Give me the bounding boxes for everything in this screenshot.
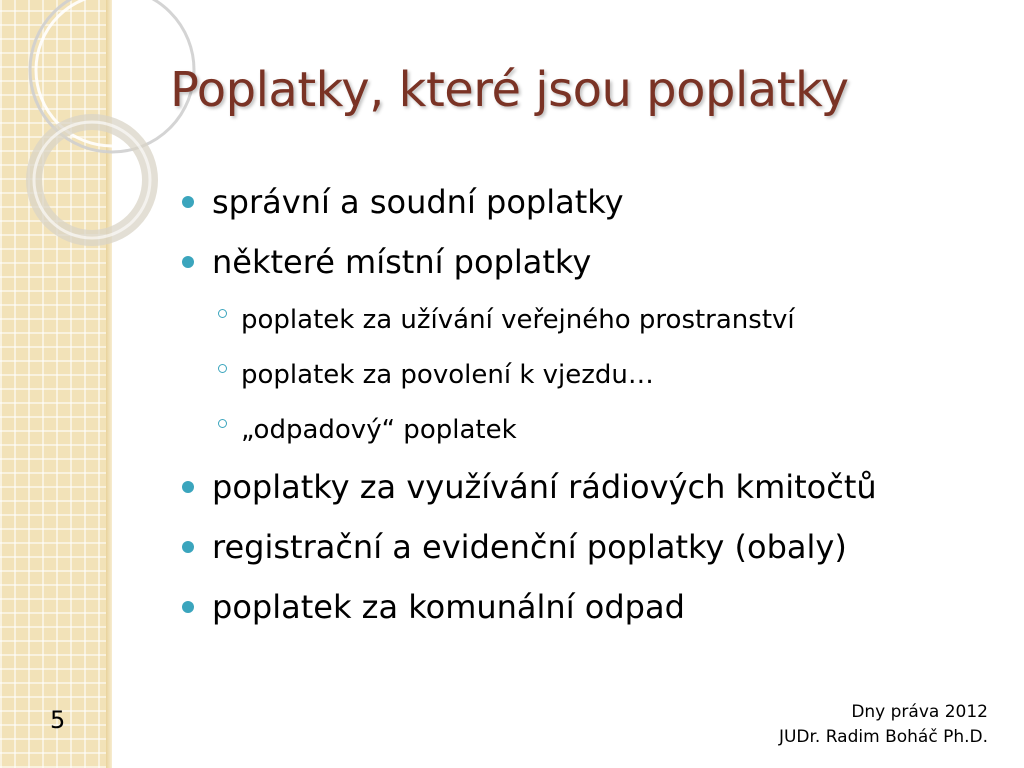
bullet-item xyxy=(182,577,1002,637)
slide-number: 5 xyxy=(50,706,66,734)
footer xyxy=(779,700,988,750)
footer-author: JUDr. Radim Boháč Ph.D. xyxy=(778,727,988,747)
slide-title: Poplatky, které jsou poplatky xyxy=(170,62,849,118)
bullet-text: správní a soudní poplatky xyxy=(212,183,624,221)
bullet-item xyxy=(182,232,1002,292)
bullet-dot-icon xyxy=(182,256,194,268)
bullet-text: registrační a evidenční poplatky (obaly) xyxy=(212,528,847,566)
bullet-dot-icon xyxy=(182,601,194,613)
bullet-list xyxy=(182,172,1002,637)
bullet-item xyxy=(182,517,1002,577)
bullet-text: poplatky za využívání rádiových kmitočtů xyxy=(212,468,877,506)
bullet-dot-icon xyxy=(182,481,194,493)
bullet-ring-icon xyxy=(218,309,227,318)
sidebar-edge xyxy=(106,0,112,768)
sub-bullet-item xyxy=(182,402,1002,457)
bullet-ring-icon xyxy=(218,364,227,373)
bullet-item xyxy=(182,457,1002,517)
sub-bullet-item xyxy=(182,347,1002,402)
sub-bullet-item xyxy=(182,292,1002,347)
bullet-text: poplatek za komunální odpad xyxy=(212,588,685,626)
sub-bullet-text: poplatek za povolení k vjezdu… xyxy=(241,359,654,390)
bullet-dot-icon xyxy=(182,541,194,553)
footer-event: Dny práva 2012 xyxy=(851,702,988,722)
bullet-ring-icon xyxy=(218,419,227,428)
bullet-dot-icon xyxy=(182,196,194,208)
sub-bullet-text: „odpadový“ poplatek xyxy=(241,414,517,445)
decorative-sidebar xyxy=(0,0,112,768)
sub-bullet-text: poplatek za užívání veřejného prostranství xyxy=(241,304,795,335)
bullet-item xyxy=(182,172,1002,232)
bullet-text: některé místní poplatky xyxy=(212,243,592,281)
